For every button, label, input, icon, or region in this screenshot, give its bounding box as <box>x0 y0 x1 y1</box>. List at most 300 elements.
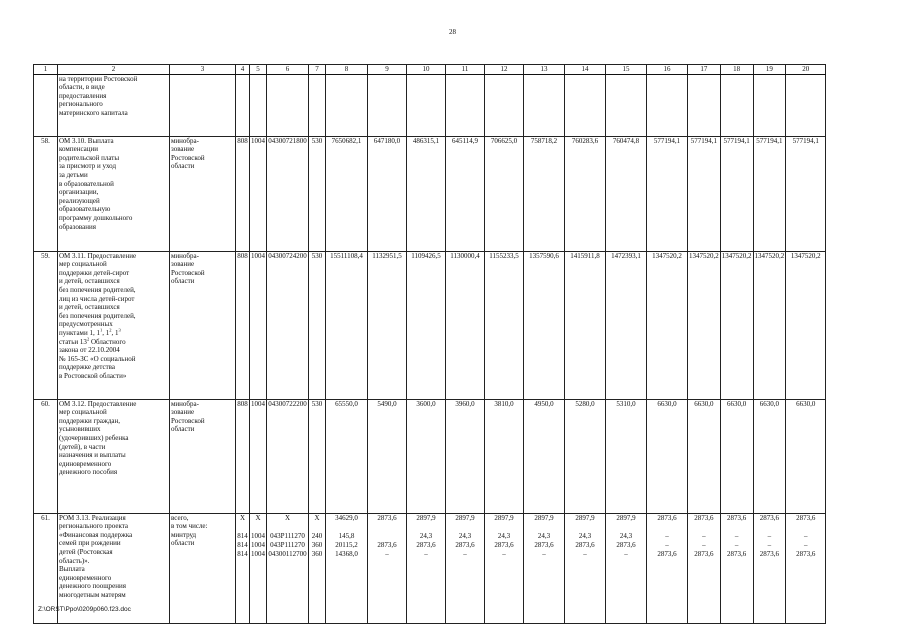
amount-value: 706625,0 <box>490 136 518 145</box>
amount-value: 1415911,8 <box>570 251 600 260</box>
amount-value: 1347520,2 <box>790 251 821 260</box>
amount-cell <box>688 399 721 513</box>
amount-value: 760474,8 <box>612 136 640 145</box>
amount-value: 2873,6 <box>534 540 554 549</box>
measure-name-line: «Финансовая поддержка <box>59 530 133 539</box>
amount-value: 2873,6 <box>727 513 747 522</box>
amount-value: 2873,6 <box>694 549 714 558</box>
measure-name-line: на территории Ростовской <box>59 74 138 83</box>
amount-value: 1472393,1 <box>611 251 641 260</box>
measure-name-line: денежного поощрения <box>59 582 127 591</box>
amount-value: 2873,6 <box>759 549 779 558</box>
measure-name <box>58 74 170 136</box>
measure-name-line: предусмотренных <box>59 320 113 329</box>
amount-value: 2873,6 <box>727 549 747 558</box>
page-number: 28 <box>449 28 456 36</box>
amount-value: 15511108,4 <box>330 251 363 260</box>
amount-value: 7650682,1 <box>331 136 362 145</box>
code-csr <box>267 136 309 251</box>
amount-value: 1357590,6 <box>529 251 559 260</box>
amount-value: 2873,6 <box>377 540 397 549</box>
executor-line: зование <box>171 408 195 417</box>
column-number: 5 <box>250 65 267 75</box>
amount-cell <box>407 136 446 251</box>
amount-cell <box>407 513 446 623</box>
measure-name-line: регионального проекта <box>59 522 129 531</box>
amount-cell <box>524 74 565 136</box>
measure-name <box>58 251 170 399</box>
code-value: 808 <box>237 136 248 145</box>
amount-cell <box>786 136 826 251</box>
column-number: 9 <box>368 65 407 75</box>
column-number: 1 <box>34 65 58 75</box>
amount-cell <box>720 74 753 136</box>
measure-name <box>58 399 170 513</box>
executor-line: Ростовской <box>171 268 205 277</box>
executor-line: зование <box>171 145 195 154</box>
code-rz <box>250 399 267 513</box>
amount-value: – <box>702 531 706 540</box>
code-csr <box>267 251 309 399</box>
amount-value: 2873,6 <box>694 513 714 522</box>
amount-value: 2873,6 <box>494 540 514 549</box>
amount-value: 1347520,2 <box>652 251 682 260</box>
amount-value: – <box>385 549 389 558</box>
amount-value: 2897,9 <box>455 513 475 522</box>
measure-name-line: поддержке детства <box>59 363 115 372</box>
code-rz <box>250 136 267 251</box>
table-row <box>34 251 826 399</box>
amount-cell <box>720 136 753 251</box>
executor-line: всего, <box>171 513 189 522</box>
amount-cell <box>565 399 606 513</box>
code-csr <box>267 74 309 136</box>
amount-value: 2897,9 <box>494 513 514 522</box>
amount-value: 2873,6 <box>377 513 397 522</box>
amount-value: 6630,0 <box>694 399 714 408</box>
code-value: X <box>314 513 320 522</box>
executor-line: области <box>171 539 195 548</box>
amount-cell <box>407 399 446 513</box>
amount-cell <box>446 136 485 251</box>
amount-value: 5490,0 <box>377 399 397 408</box>
amount-cell <box>647 74 688 136</box>
amount-value: 24,3 <box>497 531 511 540</box>
measure-name-line: (детей), в части <box>59 442 106 451</box>
column-number: 12 <box>485 65 524 75</box>
amount-cell <box>326 513 368 623</box>
code-vr <box>309 251 326 399</box>
amount-value: 1130000,4 <box>450 251 480 260</box>
code-value: 530 <box>311 399 323 408</box>
column-number: 8 <box>326 65 368 75</box>
executor <box>170 74 236 136</box>
measure-name-line: мер социальной <box>59 408 107 417</box>
amount-cell <box>753 399 786 513</box>
amount-value: 758718,2 <box>530 136 558 145</box>
amount-cell <box>606 399 647 513</box>
amount-cell <box>485 513 524 623</box>
table-row <box>34 513 826 623</box>
measure-name-line: родительской платы <box>59 153 120 162</box>
amount-value: – <box>665 540 669 549</box>
amount-value: 4950,0 <box>534 399 554 408</box>
amount-value: 65550,0 <box>335 399 358 408</box>
amount-value: 5310,0 <box>616 399 636 408</box>
measure-name-line: поддержки граждан, <box>59 416 120 425</box>
amount-cell <box>786 251 826 399</box>
measure-name-line: назначения и выплаты <box>59 451 126 460</box>
amount-cell <box>446 74 485 136</box>
amount-value: – <box>804 531 808 540</box>
measure-name-line: и детей, оставшихся <box>59 277 120 286</box>
amount-value: 3810,0 <box>494 399 514 408</box>
code-value: X <box>255 513 261 522</box>
amount-cell <box>606 74 647 136</box>
measure-name-line: за присмотр и уход <box>59 162 117 171</box>
table-row <box>34 74 826 136</box>
measure-name-line: образовательную <box>59 205 111 214</box>
amount-value: 577194,1 <box>756 136 783 145</box>
amount-cell <box>326 136 368 251</box>
amount-cell <box>753 513 786 623</box>
amount-value: 577194,1 <box>690 136 717 145</box>
measure-name-line: регионального <box>59 100 103 109</box>
amount-cell <box>368 136 407 251</box>
code-value: 240 <box>311 531 323 540</box>
column-number: 19 <box>753 65 786 75</box>
amount-cell <box>485 251 524 399</box>
amount-value <box>369 532 405 541</box>
code-csr <box>267 513 309 623</box>
amount-value: – <box>502 549 506 558</box>
code-g <box>236 74 250 136</box>
amount-value: – <box>804 540 808 549</box>
amount-cell <box>786 513 826 623</box>
amount-cell <box>368 251 407 399</box>
measure-name-line: за детьми <box>59 170 88 179</box>
amount-value: 2897,9 <box>575 513 595 522</box>
code-rz <box>250 513 267 623</box>
amount-cell <box>606 251 647 399</box>
code-vr <box>309 399 326 513</box>
measure-name-line: многодетным матерям <box>59 590 126 599</box>
code-value: 1004 <box>251 540 265 549</box>
measure-name-line: детей (Ростовская <box>59 547 113 556</box>
amount-value: 577194,1 <box>723 136 750 145</box>
amount-cell <box>368 513 407 623</box>
amount-value: – <box>734 531 739 540</box>
amount-value: 2873,6 <box>657 513 677 522</box>
amount-value: 2873,6 <box>455 540 475 549</box>
measure-name-line: усыновивших <box>59 425 101 434</box>
amount-value: – <box>424 549 428 558</box>
amount-value: 1347520,2 <box>721 251 752 260</box>
amount-value: 2897,9 <box>616 513 636 522</box>
code-value: 1004 <box>251 136 265 145</box>
amount-cell <box>565 251 606 399</box>
amount-value: – <box>583 549 587 558</box>
code-vr <box>309 136 326 251</box>
measure-name-line: образования <box>59 222 96 231</box>
amount-value: – <box>624 549 628 558</box>
amount-cell <box>688 513 721 623</box>
measure-name-line: № 165-ЗС «О социальной <box>59 354 136 363</box>
code-value: 04300721800 <box>268 136 307 145</box>
column-number: 4 <box>236 65 250 75</box>
measure-name-line: и детей, оставшихся <box>59 303 120 312</box>
amount-cell <box>606 513 647 623</box>
executor-line: зование <box>171 260 195 269</box>
code-csr <box>267 399 309 513</box>
amount-cell <box>524 136 565 251</box>
column-number: 18 <box>720 65 753 75</box>
table-row <box>34 399 826 513</box>
code-value: 808 <box>237 399 248 408</box>
executor-line: Ростовской <box>171 153 205 162</box>
amount-value: 6630,0 <box>657 399 677 408</box>
amount-value: 2873,6 <box>796 513 816 522</box>
amount-cell <box>326 251 368 399</box>
code-value: 1004 <box>251 399 265 408</box>
column-number: 3 <box>170 65 236 75</box>
code-value: 530 <box>311 251 323 260</box>
amount-cell <box>446 513 485 623</box>
amount-value: – <box>702 540 706 549</box>
executor <box>170 136 236 251</box>
amount-value: – <box>734 540 739 549</box>
budget-table <box>33 64 826 624</box>
column-number: 7 <box>309 65 326 75</box>
amount-cell <box>786 74 826 136</box>
code-value: X <box>284 513 291 522</box>
amount-value: 20115,2 <box>335 540 358 549</box>
measure-name-line: ОМ 3.10. Выплата <box>59 136 114 145</box>
executor-line: минобра- <box>171 136 199 145</box>
measure-name-line: Выплата <box>59 565 85 574</box>
row-number: 59. <box>34 251 58 399</box>
measure-name-line: предоставления <box>59 91 107 100</box>
amount-value: 2873,6 <box>616 540 636 549</box>
code-value: 043Р111270 <box>270 531 305 540</box>
amount-value: – <box>767 540 772 549</box>
code-g <box>236 513 250 623</box>
measure-name-line: семей при рождении <box>59 539 121 548</box>
amount-value: 2873,6 <box>575 540 595 549</box>
amount-value: 6630,0 <box>759 399 779 408</box>
code-value: 04300112700 <box>268 549 307 558</box>
amount-value: 1155233,5 <box>489 251 519 260</box>
code-value: 360 <box>311 540 323 549</box>
file-path-footer: Z:\ORST\Ppo\0209p060.f23.doc <box>38 606 131 613</box>
code-g <box>236 399 250 513</box>
executor <box>170 251 236 399</box>
amount-value: 2873,6 <box>796 549 816 558</box>
amount-value: – <box>542 549 546 558</box>
measure-name-line: область)». <box>59 556 90 565</box>
code-value: 043Р111270 <box>270 540 305 549</box>
row-number: 58. <box>34 136 58 251</box>
column-number: 16 <box>647 65 688 75</box>
amount-cell <box>565 74 606 136</box>
executor-line: области <box>171 425 195 434</box>
code-value: 1004 <box>251 549 265 558</box>
amount-value: 24,3 <box>458 531 472 540</box>
code-value: 1004 <box>251 251 265 260</box>
amount-value: 34629,0 <box>335 513 358 522</box>
executor-line: минобра- <box>171 251 199 260</box>
measure-name-line: области, в виде <box>59 83 105 92</box>
amount-cell <box>647 251 688 399</box>
amount-value: 145,8 <box>338 531 355 540</box>
column-number: 2 <box>58 65 170 75</box>
executor-line: минтруд <box>171 530 197 539</box>
amount-value: 24,3 <box>537 531 551 540</box>
amount-cell <box>753 136 786 251</box>
amount-cell <box>485 136 524 251</box>
code-value: 808 <box>237 251 248 260</box>
amount-value: 6630,0 <box>796 399 816 408</box>
measure-name-line: единовременного <box>59 573 112 582</box>
amount-value: 2873,6 <box>657 549 677 558</box>
measure-name-line: ОМ 3.12. Предоставление <box>59 399 137 408</box>
table-row <box>34 136 826 251</box>
amount-cell <box>647 399 688 513</box>
code-g <box>236 136 250 251</box>
amount-cell <box>524 399 565 513</box>
measure-name-line: в Ростовской области» <box>59 371 127 380</box>
amount-value: 3600,0 <box>416 399 436 408</box>
amount-value: 2897,9 <box>416 513 436 522</box>
code-rz <box>250 251 267 399</box>
amount-cell <box>688 136 721 251</box>
code-value: 04300722200 <box>268 399 307 408</box>
amount-cell <box>407 74 446 136</box>
amount-cell <box>688 74 721 136</box>
executor <box>170 399 236 513</box>
code-value: 814 <box>237 549 248 558</box>
measure-name-line: в образовательной <box>59 179 114 188</box>
code-value: 360 <box>311 549 323 558</box>
code-value: 814 <box>237 540 248 549</box>
amount-cell <box>485 399 524 513</box>
amount-cell <box>326 74 368 136</box>
amount-cell <box>606 136 647 251</box>
amount-value: 2873,6 <box>759 513 779 522</box>
amount-value: 6630,0 <box>727 399 747 408</box>
code-value: X <box>239 513 246 522</box>
measure-name-line: ОМ 3.11. Предоставление <box>59 251 137 260</box>
amount-cell <box>753 74 786 136</box>
amount-value: 2873,6 <box>416 540 436 549</box>
measure-name-line: РОМ 3.13. Реализация <box>59 513 126 522</box>
amount-cell <box>524 251 565 399</box>
amount-value: 1347520,2 <box>754 251 785 260</box>
amount-value: 577194,1 <box>653 136 681 145</box>
amount-cell <box>565 136 606 251</box>
amount-cell <box>786 399 826 513</box>
amount-cell <box>647 136 688 251</box>
measure-name-line: лиц из числа детей-сирот <box>59 294 135 303</box>
amount-value: 24,3 <box>619 531 633 540</box>
column-number: 14 <box>565 65 606 75</box>
amount-cell <box>368 74 407 136</box>
code-rz <box>250 74 267 136</box>
executor-line: в том числе: <box>171 522 208 531</box>
amount-cell <box>565 513 606 623</box>
measure-name-line: мер социальной <box>59 260 107 269</box>
amount-value: 2897,9 <box>534 513 554 522</box>
column-number: 13 <box>524 65 565 75</box>
code-value: 814 <box>237 531 248 540</box>
measure-name-line: материнского капитала <box>59 108 128 117</box>
measure-name-line: организации, <box>59 188 99 197</box>
amount-value: 3960,0 <box>455 399 475 408</box>
column-number: 17 <box>688 65 721 75</box>
amount-cell <box>753 251 786 399</box>
column-number: 11 <box>446 65 485 75</box>
amount-cell <box>407 251 446 399</box>
amount-value: 24,3 <box>419 531 433 540</box>
amount-cell <box>368 399 407 513</box>
measure-name-line: без попечения родителей, <box>59 311 136 320</box>
amount-value: 14368,0 <box>335 549 358 558</box>
code-value: 04300724200 <box>268 251 307 260</box>
code-vr <box>309 74 326 136</box>
code-value: 530 <box>311 136 323 145</box>
amount-value: – <box>767 531 772 540</box>
executor-line: области <box>171 162 195 171</box>
executor-line: Ростовской <box>171 416 205 425</box>
measure-name-line: пунктами 1, $1^1$, $1^2$, $1^3$ <box>59 327 121 337</box>
executor-line: минобра- <box>171 399 199 408</box>
amount-cell <box>720 251 753 399</box>
executor-line: области <box>171 277 195 286</box>
row-number: 61. <box>34 513 58 623</box>
amount-cell <box>688 251 721 399</box>
amount-value: 1347520,2 <box>689 251 719 260</box>
measure-name-line: статьи $13^2$ Областного <box>59 336 126 346</box>
amount-cell <box>326 399 368 513</box>
measure-name <box>58 136 170 251</box>
code-vr <box>309 513 326 623</box>
measure-name-line: без попечения родителей, <box>59 285 136 294</box>
code-g <box>236 251 250 399</box>
amount-value: 24,3 <box>578 531 592 540</box>
amount-cell <box>647 513 688 623</box>
amount-value: 577194,1 <box>792 136 819 145</box>
executor <box>170 513 236 623</box>
amount-value: 486315,1 <box>412 136 440 145</box>
amount-value: 1109426,5 <box>411 251 441 260</box>
row-number <box>34 74 58 136</box>
amount-value: 645114,9 <box>452 136 478 145</box>
amount-cell <box>720 399 753 513</box>
amount-value: – <box>463 549 467 558</box>
measure-name-line: денежного пособия <box>59 468 118 477</box>
column-number: 20 <box>786 65 826 75</box>
row-number: 60. <box>34 399 58 513</box>
measure-name-line: поддержки детей-сирот <box>59 268 130 277</box>
amount-value: 5280,0 <box>575 399 595 408</box>
measure-name-line: (удочеривших) ребенка <box>59 433 129 442</box>
amount-cell <box>485 74 524 136</box>
measure-name-line: компенсации <box>59 145 98 154</box>
amount-cell <box>446 399 485 513</box>
amount-value: 647180,0 <box>373 136 401 145</box>
measure-name-line: программу дошкольного <box>59 213 133 222</box>
column-number-row <box>34 65 826 75</box>
